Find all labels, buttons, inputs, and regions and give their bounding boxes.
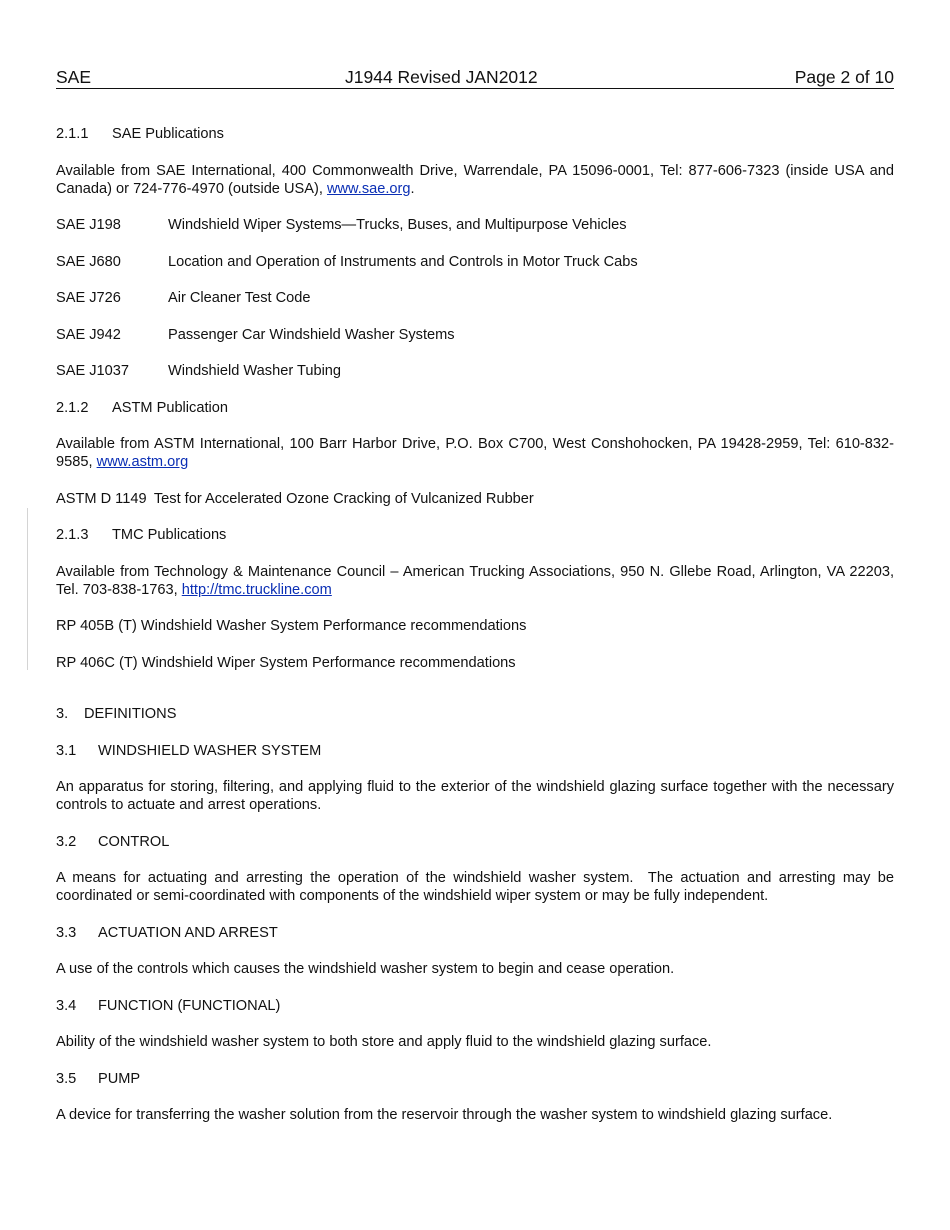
reference-item: SAE J1037 Windshield Washer Tubing <box>56 363 342 379</box>
reference-item: SAE J942 Passenger Car Windshield Washer Systems <box>56 327 455 343</box>
astm-website-link[interactable]: www.astm.org <box>96 454 189 470</box>
section-2-1-2-availability: Available from ASTM International, 100 Barr Harbor Drive, P.O. Box C700, West Conshohocken, PA 19428-2959, Tel: 610-832-9585, www.astm.org <box>56 436 894 470</box>
reference-item: RP 406C (T) Windshield Wiper System Performance recommendations <box>56 655 516 671</box>
definition-heading: 3.1 WINDSHIELD WASHER SYSTEM <box>56 743 322 759</box>
header-doc-id: J1944 Revised JAN2012 <box>345 67 538 87</box>
section-2-1-3-availability: Available from Technology & Maintenance Council – American Trucking Associations, 950 N. Gllebe Road, Arlington, VA 22203, Tel. 703-838-1763, http://tmc.truckline.com <box>56 564 894 598</box>
definition-heading: 3.5 PUMP <box>56 1071 141 1087</box>
definition-heading: 3.4 FUNCTION (FUNCTIONAL) <box>56 998 281 1014</box>
section-2-1-1-availability: Available from SAE International, 400 Commonwealth Drive, Warrendale, PA 15096-0001, Tel: 877-606-7323 (inside USA and Canada) or 724-776-4970 (outside USA), www.sae.org. <box>56 163 894 197</box>
tmc-website-link[interactable]: http://tmc.truckline.com <box>181 582 332 598</box>
page-header <box>56 67 894 89</box>
section-2-1-3-heading: 2.1.3 TMC Publications <box>56 527 227 543</box>
header-page-number: Page 2 of 10 <box>794 67 894 87</box>
document-page <box>56 0 899 1230</box>
definition-body: Ability of the windshield washer system to both store and apply fluid to the windshield glazing surface. <box>56 1034 712 1050</box>
section-2-1-2-heading: 2.1.2 ASTM Publication <box>56 400 228 416</box>
definition-body: A means for actuating and arresting the operation of the windshield washer system. The actuation and arresting may be coordinated or semi-coordinated with components of the windshield wiper system or may be fully independent. <box>56 870 899 904</box>
definition-heading: 3.3 ACTUATION AND ARREST <box>56 925 278 941</box>
definition-body: A device for transferring the washer solution from the reservoir through the washer system to windshield glazing surface. <box>56 1107 833 1123</box>
header-org: SAE <box>56 67 92 87</box>
section-3-heading: 3. DEFINITIONS <box>56 706 177 722</box>
definition-heading: 3.2 CONTROL <box>56 834 170 850</box>
reference-item: SAE J680 Location and Operation of Instruments and Controls in Motor Truck Cabs <box>56 254 638 270</box>
reference-item: SAE J198 Windshield Wiper Systems—Trucks, Buses, and Multipurpose Vehicles <box>56 217 627 233</box>
definition-body: A use of the controls which causes the windshield washer system to begin and cease operation. <box>56 961 675 977</box>
revision-change-bar <box>27 508 28 670</box>
definition-body: An apparatus for storing, filtering, and applying fluid to the exterior of the windshield glazing surface together with the necessary controls to actuate and arrest operations. <box>56 779 894 813</box>
section-2-1-1-heading: 2.1.1 SAE Publications <box>56 126 224 142</box>
reference-item: ASTM D 1149 Test for Accelerated Ozone Cracking of Vulcanized Rubber <box>56 491 534 507</box>
sae-website-link[interactable]: www.sae.org <box>326 181 411 197</box>
reference-item: RP 405B (T) Windshield Washer System Performance recommendations <box>56 618 527 634</box>
reference-item: SAE J726 Air Cleaner Test Code <box>56 290 311 306</box>
